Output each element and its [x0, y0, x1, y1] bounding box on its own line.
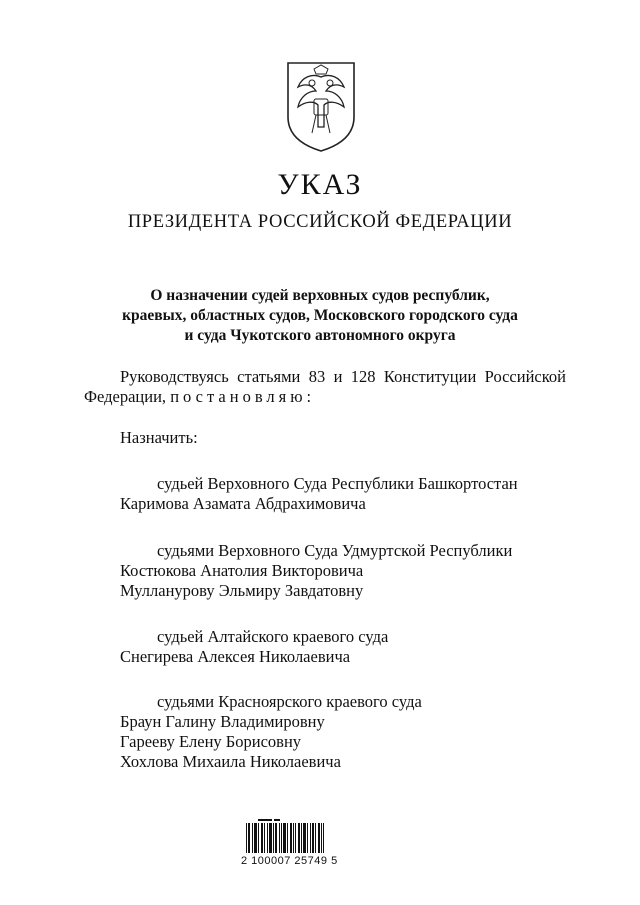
appointee-name: Каримова Азамата Абдрахимовича	[120, 494, 366, 513]
coat-of-arms-icon	[276, 55, 366, 155]
position-line: судьями Верховного Суда Удмуртской Республики	[157, 541, 513, 560]
heading-line: краевых, областных судов, Московского городского суда	[122, 307, 518, 324]
document-subtitle: ПРЕЗИДЕНТА РОССИЙСКОЙ ФЕДЕРАЦИИ	[127, 212, 513, 232]
preamble-line: Руководствуясь статьями 83 и 128 Конституции Российской	[120, 367, 566, 386]
appointee-name: Костюкова Анатолия Викторовича	[120, 561, 364, 580]
heading-line: О назначении судей верховных судов республик,	[150, 287, 490, 304]
decree-heading	[90, 286, 550, 346]
decree-verb: постановляю:	[170, 387, 316, 406]
appointee-name: Хохлова Михаила Николаевича	[120, 752, 341, 771]
position-line: судьей Алтайского краевого суда	[157, 627, 389, 646]
appoint-label: Назначить:	[120, 428, 198, 447]
preamble	[84, 367, 566, 407]
appointee-name: Мулланурову Эльмиру Завдатовну	[120, 581, 364, 600]
barcode-icon	[244, 819, 326, 853]
position-line: судьей Верховного Суда Республики Башкортостан	[157, 474, 518, 493]
appointee-name: Браун Галину Владимировну	[120, 712, 325, 731]
heading-line: и суда Чукотского автономного округа	[184, 327, 456, 344]
document-title: УКАЗ	[277, 168, 363, 201]
position-line: судьями Красноярского краевого суда	[157, 692, 422, 711]
appointee-name: Снегирева Алексея Николаевича	[120, 647, 351, 666]
appointee-name: Гарееву Елену Борисовну	[120, 732, 302, 751]
preamble-line-start: Федерации,	[84, 387, 167, 406]
barcode-number: 2 100007 25749 5	[241, 855, 338, 867]
